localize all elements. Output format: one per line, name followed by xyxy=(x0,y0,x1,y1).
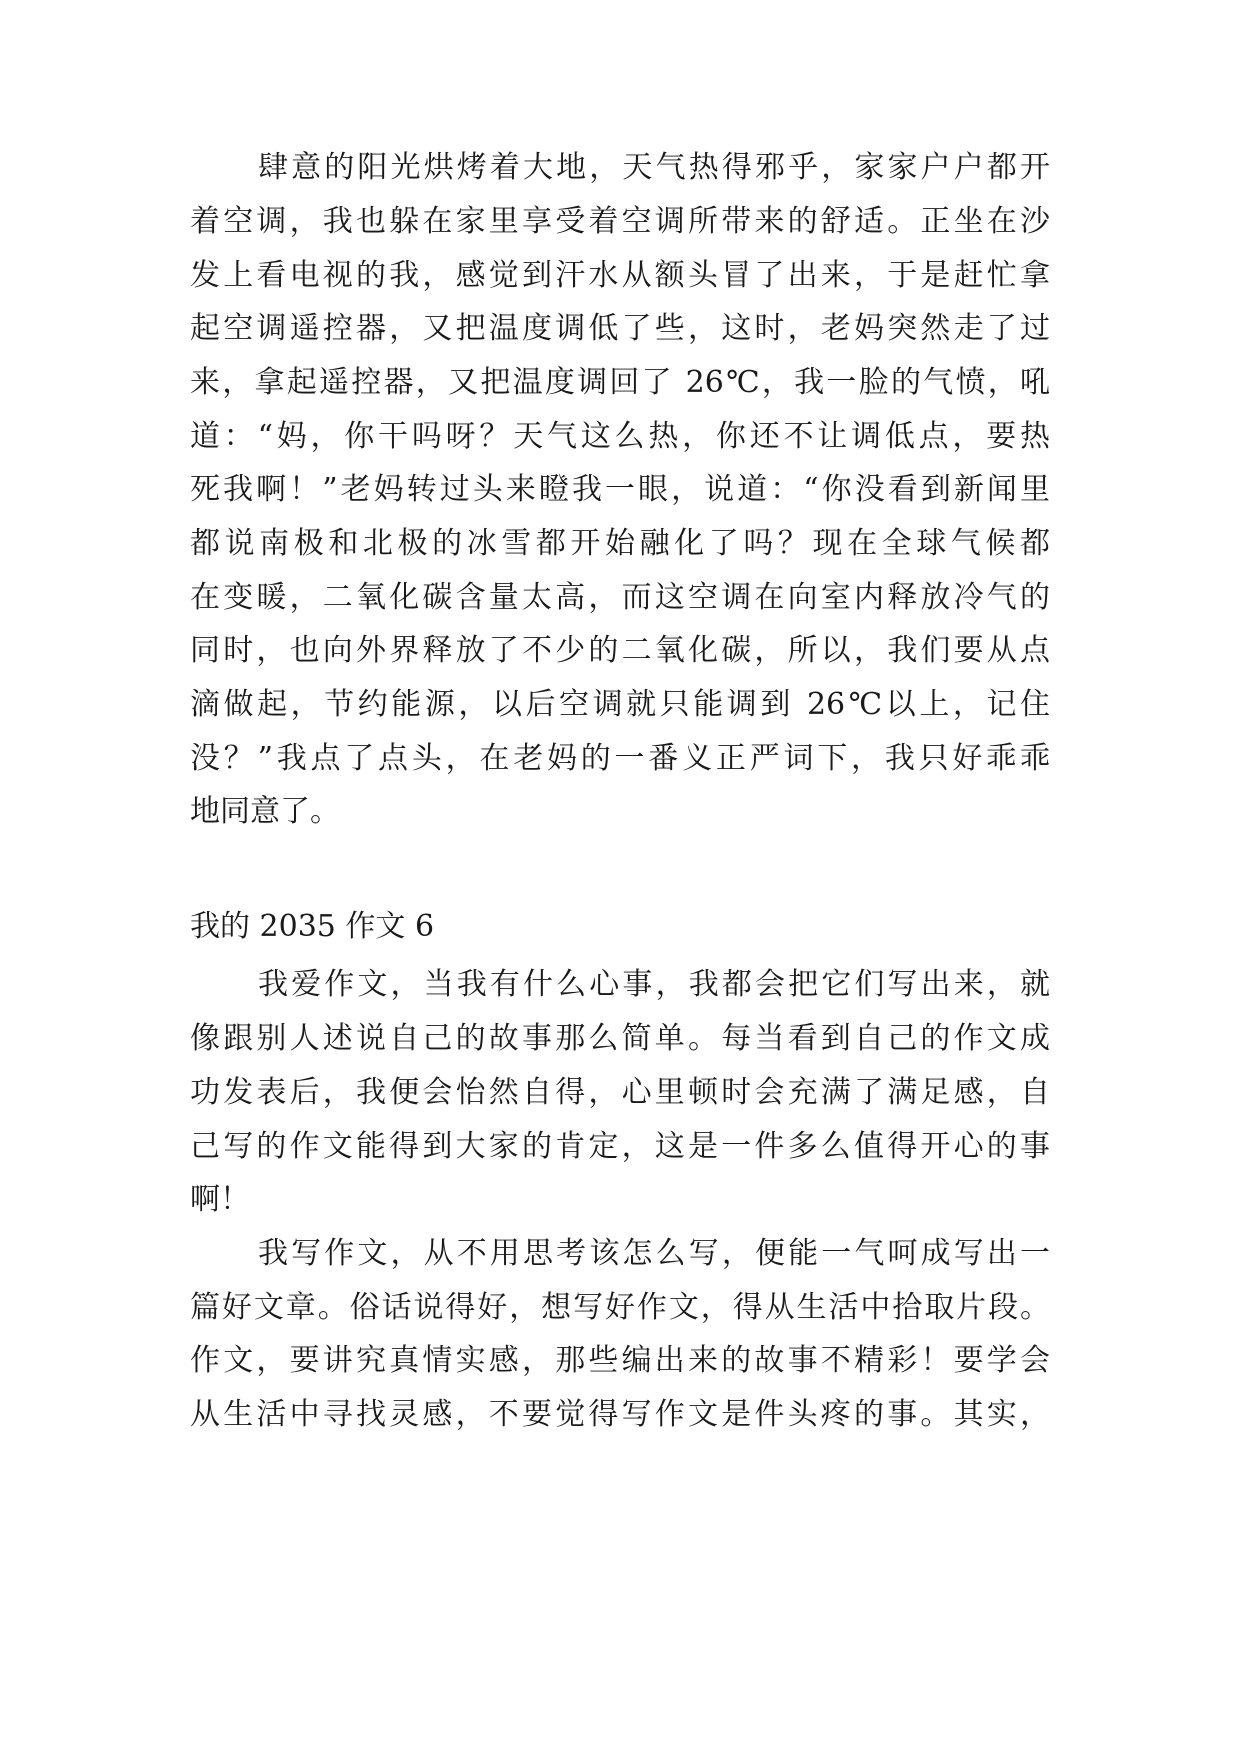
paragraph-line: 篇好文章。俗话说得好，想写好作文，得从生活中拾取片段。 xyxy=(190,1290,1050,1325)
paragraph-line: 从生活中寻找灵感，不要觉得写作文是件头疼的事。其实， xyxy=(190,1397,1050,1432)
paragraph-line: 起空调遥控器，又把温度调低了些，这时，老妈突然走了过 xyxy=(190,311,1050,346)
paragraph-line: 同时，也向外界释放了不少的二氧化碳，所以，我们要从点 xyxy=(190,633,1050,668)
section-title: 我的 2035 作文 6 xyxy=(190,909,435,944)
paragraph-line: 在变暖，二氧化碳含量太高，而这空调在向室内释放冷气的 xyxy=(190,580,1050,615)
paragraph-line: 己写的作文能得到大家的肯定，这是一件多么值得开心的事 xyxy=(190,1129,1050,1164)
paragraph-line: 来，拿起遥控器，又把温度调回了 26℃，我一脸的气愤，吼 xyxy=(190,365,1050,400)
paragraph-line: 发上看电视的我，感觉到汗水从额头冒了出来，于是赶忙拿 xyxy=(190,258,1050,293)
paragraph-line: 地同意了。 xyxy=(190,794,340,829)
paragraph-line: 着空调，我也躲在家里享受着空调所带来的舒适。正坐在沙 xyxy=(190,204,1050,239)
paragraph-line: 功发表后，我便会怡然自得，心里顿时会充满了满足感，自 xyxy=(190,1075,1050,1110)
paragraph-line: 死我啊！”老妈转过头来瞪我一眼，说道：“你没看到新闻里 xyxy=(190,472,1050,507)
paragraph-line: 没？”我点了点头，在老妈的一番义正严词下，我只好乖乖 xyxy=(190,741,1050,776)
paragraph-line: 都说南极和北极的冰雪都开始融化了吗？现在全球气候都 xyxy=(190,526,1050,561)
paragraph-line: 道：“妈，你干吗呀？天气这么热，你还不让调低点，要热 xyxy=(190,419,1050,454)
paragraph-line: 我写作文，从不用思考该怎么写，便能一气呵成写出一 xyxy=(258,1236,1050,1271)
paragraph-line: 啊！ xyxy=(190,1182,250,1217)
paragraph-line: 肆意的阳光烘烤着大地，天气热得邪乎，家家户户都开 xyxy=(258,150,1050,185)
paragraph-line: 像跟别人述说自己的故事那么简单。每当看到自己的作文成 xyxy=(190,1021,1050,1056)
paragraph-line: 我爱作文，当我有什么心事，我都会把它们写出来，就 xyxy=(258,967,1050,1002)
paragraph-line: 滴做起，节约能源，以后空调就只能调到 26℃以上，记住 xyxy=(190,687,1050,722)
paragraph-line: 作文，要讲究真情实感，那些编出来的故事不精彩！要学会 xyxy=(190,1343,1050,1378)
